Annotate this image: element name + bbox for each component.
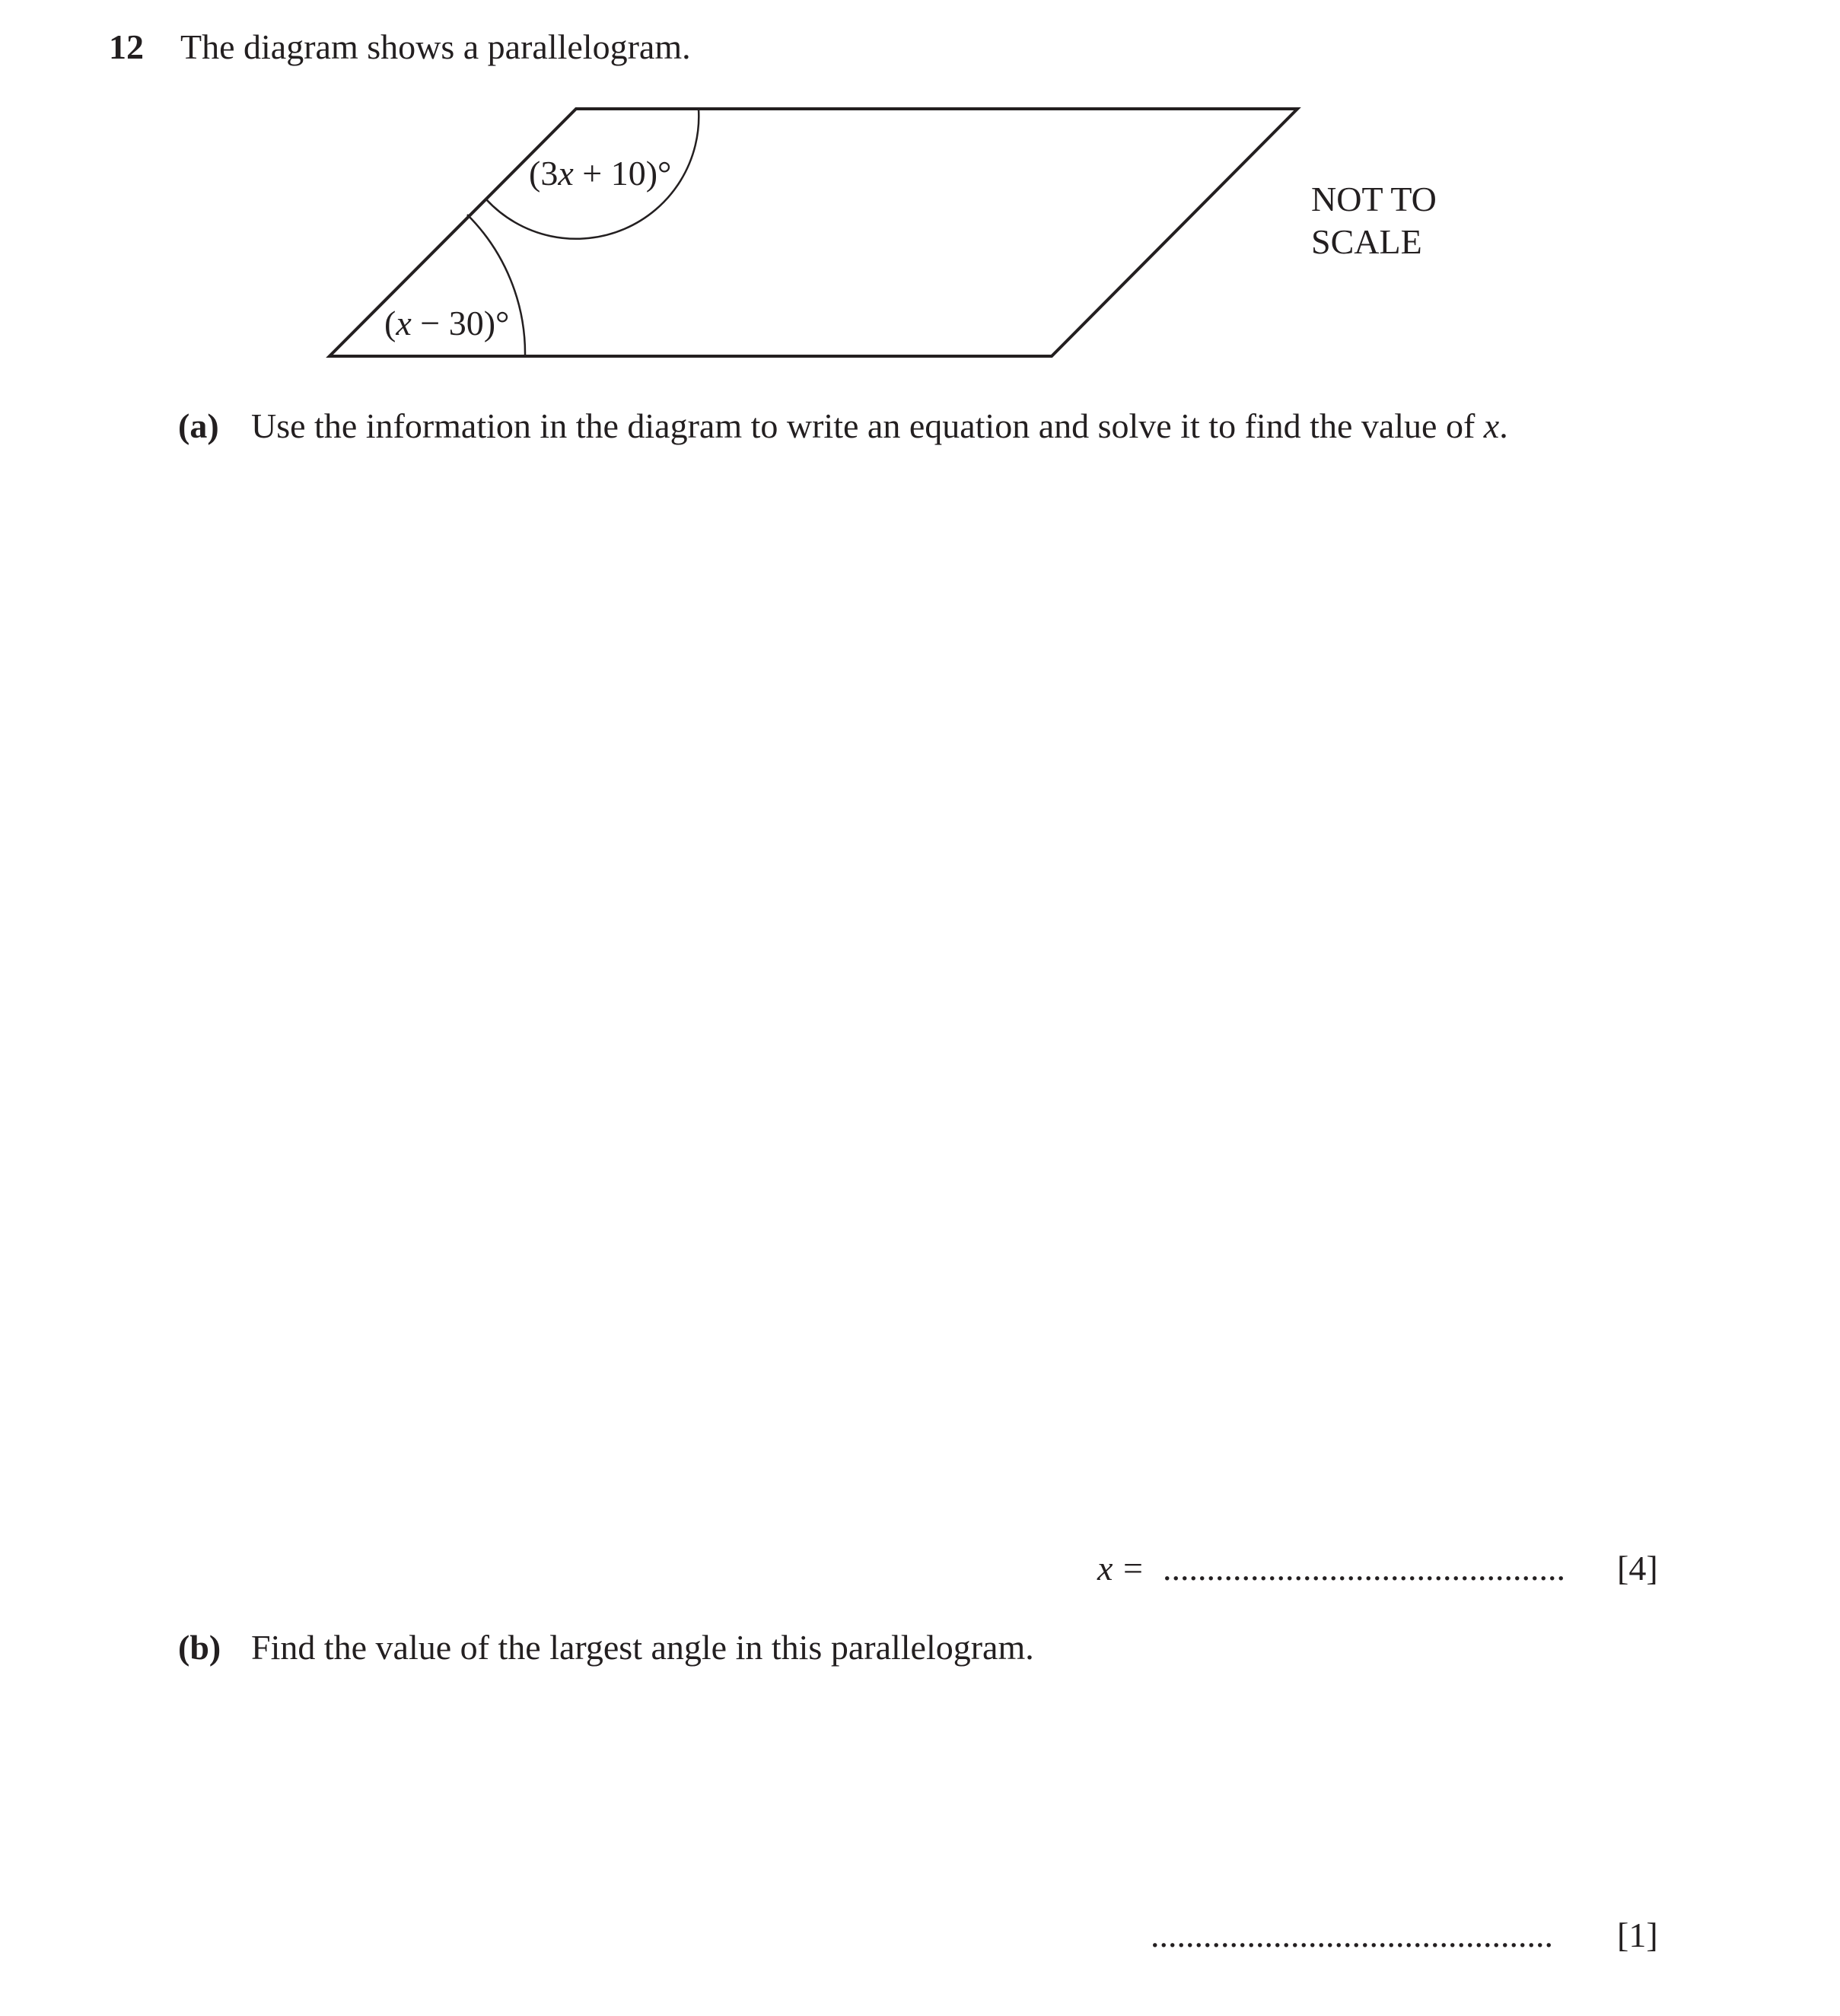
- part-a-label: (a): [178, 406, 219, 445]
- part-a-answer-variable: x: [1097, 1549, 1113, 1588]
- part-a-text-end: .: [1499, 406, 1508, 445]
- angle-label-top: (3x + 10)°: [529, 154, 672, 193]
- part-a-question: [251, 406, 1508, 446]
- part-a-text: Use the information in the diagram to write an equation and solve it to find the value of: [251, 406, 1484, 445]
- not-to-scale-note: [1311, 178, 1437, 263]
- part-a-variable: x: [1483, 406, 1500, 445]
- parallelogram-diagram: [0, 0, 1840, 426]
- part-a-answer-line[interactable]: ..............................................: [1163, 1549, 1565, 1588]
- not-to-scale-line-1: NOT TO: [1311, 180, 1437, 218]
- part-a-answer-equals: =: [1123, 1549, 1143, 1588]
- part-b-working-space[interactable]: [109, 1682, 1707, 1895]
- not-to-scale-line-2: SCALE: [1311, 222, 1422, 261]
- question-intro: The diagram shows a parallelogram.: [180, 27, 691, 66]
- part-b-label: (b): [178, 1628, 221, 1667]
- part-b-answer-line[interactable]: ..............................................: [1151, 1916, 1553, 1954]
- part-b-question: Find the value of the largest angle in this parallelogram.: [251, 1628, 1034, 1667]
- part-a-working-space[interactable]: [109, 464, 1707, 1530]
- question-number: 12: [109, 27, 144, 66]
- part-a-marks: [4]: [1617, 1549, 1658, 1588]
- part-b-marks: [1]: [1617, 1916, 1658, 1954]
- angle-label-bottom: (x − 30)°: [384, 304, 510, 342]
